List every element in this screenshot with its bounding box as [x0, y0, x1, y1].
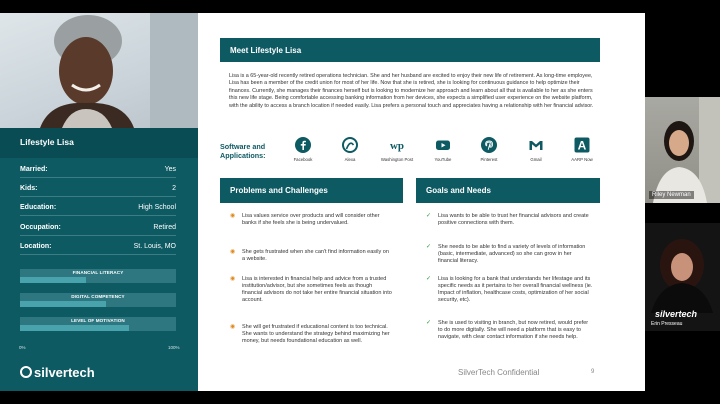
app-aarp — [562, 137, 602, 162]
meter-financial-literacy — [20, 269, 176, 283]
goal-item: Lisa wants to be able to trust her financial advisors and create positive connections with them. — [438, 213, 589, 226]
attr-location — [20, 241, 176, 255]
attr-label: Education: — [20, 204, 57, 211]
check-bullet-icon: ✓ — [426, 244, 432, 250]
intro-text: Lisa is a 65-year-old recently retired operations technician. She and her husband are excited to enjoy their new life of retirement. As long-time employee, Lisa has been a member of the credit union for most of her life. Now that she is retired, she is looking for continuous guidance to help optimize their finances. Currently, she manages their finances herself but is looking to modernize her approach and learn about all that is available to her as she enters this new life stage. Being comfortable accessing banking information from her devices, she expects a simplified user experience on the website platform, with the ability to access a branch location if needed easily. Lisa prefers a personal touch and appreciates having a relationship with her financial advisor. — [229, 73, 594, 109]
meter-fill — [20, 277, 86, 283]
app-caption: YouTube — [434, 157, 452, 162]
gmail-icon — [528, 137, 544, 153]
scale-max-label: 100% — [168, 345, 180, 350]
warning-bullet-icon: ◉ — [230, 213, 236, 219]
attr-label: Location: — [20, 243, 52, 250]
participant-name: Riley Newman — [649, 191, 694, 199]
app-facebook — [283, 137, 323, 162]
logo-mark-icon — [20, 366, 32, 378]
meter-label: FINANCIAL LITERACY — [72, 270, 124, 275]
slide-number: 9 — [591, 369, 595, 375]
participant-logo: silvertech — [655, 309, 698, 319]
svg-text:wp: wp — [389, 140, 405, 152]
participant-video-2[interactable] — [645, 223, 720, 331]
silvertech-logo — [20, 365, 95, 380]
logo-text: silvertech — [34, 365, 95, 380]
meter-label: DIGITAL COMPETENCY — [71, 294, 125, 299]
meter-label: LEVEL OF MOTIVATION — [71, 318, 125, 323]
problem-item: Lisa is interested in financial help and advice from a trusted institution/advisor, but she sometimes feels as though financial advisors do not take her entire financial situation into account. — [242, 276, 392, 303]
pinterest-icon — [481, 137, 497, 153]
app-caption: Washington Post — [380, 157, 414, 162]
warning-bullet-icon: ◉ — [230, 249, 236, 255]
warning-bullet-icon: ◉ — [230, 276, 236, 282]
participant-name: Erin Presseau — [651, 321, 683, 327]
facebook-icon — [295, 137, 311, 153]
attr-education — [20, 202, 176, 216]
alexa-icon — [342, 137, 358, 153]
check-bullet-icon: ✓ — [426, 213, 432, 219]
app-caption: Gmail — [530, 157, 542, 162]
warning-bullet-icon: ◉ — [230, 324, 236, 330]
attr-label: Occupation: — [20, 224, 61, 231]
attr-value: 2 — [172, 185, 176, 192]
app-youtube — [423, 137, 463, 162]
attr-label: Married: — [20, 166, 48, 173]
svg-text:A: A — [577, 138, 587, 153]
meter-level-of-motivation — [20, 317, 176, 331]
apps-label: Software and Applications: — [220, 142, 266, 160]
aarp-icon — [574, 137, 590, 153]
persona-name: Lifestyle Lisa — [0, 128, 198, 158]
app-caption: Alexa — [344, 157, 356, 162]
attr-occupation — [20, 222, 176, 236]
participant-video-1[interactable] — [645, 97, 720, 203]
persona-panel — [0, 13, 198, 391]
app-caption: Pinterest — [480, 157, 498, 162]
problem-item: She will get frustrated if educational content is too technical. She wants to understand the strategy behind maximizing her money, but needs foundational education as well. — [242, 324, 390, 344]
app-caption: Facebook — [293, 157, 313, 162]
goal-item: Lisa is looking for a bank that understands her lifestage and its specific needs as it pertains to her overall financial wellness (ie. Impact of inflation, healthcase costs, optimization of her social security, etc). — [438, 276, 593, 303]
attr-value: Yes — [164, 166, 176, 173]
check-bullet-icon: ✓ — [426, 276, 432, 282]
attr-value: St. Louis, MO — [133, 243, 176, 250]
attr-value: High School — [138, 204, 176, 211]
app-pinterest — [469, 137, 509, 162]
persona-photo — [0, 13, 198, 128]
attr-married — [20, 164, 176, 178]
meter-fill — [20, 301, 106, 307]
app-washington-post — [377, 137, 417, 162]
attr-value: Retired — [153, 224, 176, 231]
intro-header: Meet Lifestyle Lisa — [220, 38, 600, 62]
washington-post-icon — [389, 137, 405, 153]
goal-item: She needs to be able to find a variety of levels of information (basic, intermediate, advanced) so she can grow in her financial literacy. — [438, 244, 586, 264]
app-alexa — [330, 137, 370, 162]
attr-kids — [20, 183, 176, 197]
problems-header: Problems and Challenges — [220, 178, 403, 203]
check-bullet-icon: ✓ — [426, 320, 432, 326]
goals-header: Goals and Needs — [416, 178, 600, 203]
participant-1-video-frame — [645, 97, 720, 203]
participant-2-video-frame — [645, 223, 720, 313]
meter-fill — [20, 325, 129, 331]
meter-digital-competency — [20, 293, 176, 307]
goal-item: She is used to visiting in branch, but now retired, would prefer to do more digitally. She will need a platform that is easy to navigate, with clear contact information if she needs help. — [438, 320, 589, 340]
app-caption: AARP Now — [571, 157, 593, 162]
problem-item: Lisa values service over products and will consider other banks if she feels she is being undervalued. — [242, 213, 380, 226]
confidential-footer: SilverTech Confidential — [458, 368, 540, 377]
scale-min-label: 0% — [19, 345, 26, 350]
attr-label: Kids: — [20, 185, 38, 192]
shared-slide — [0, 13, 645, 391]
problem-item: She gets frustrated when she can't find information easily on a website. — [242, 249, 389, 262]
youtube-icon — [435, 137, 451, 153]
app-gmail — [516, 137, 556, 162]
